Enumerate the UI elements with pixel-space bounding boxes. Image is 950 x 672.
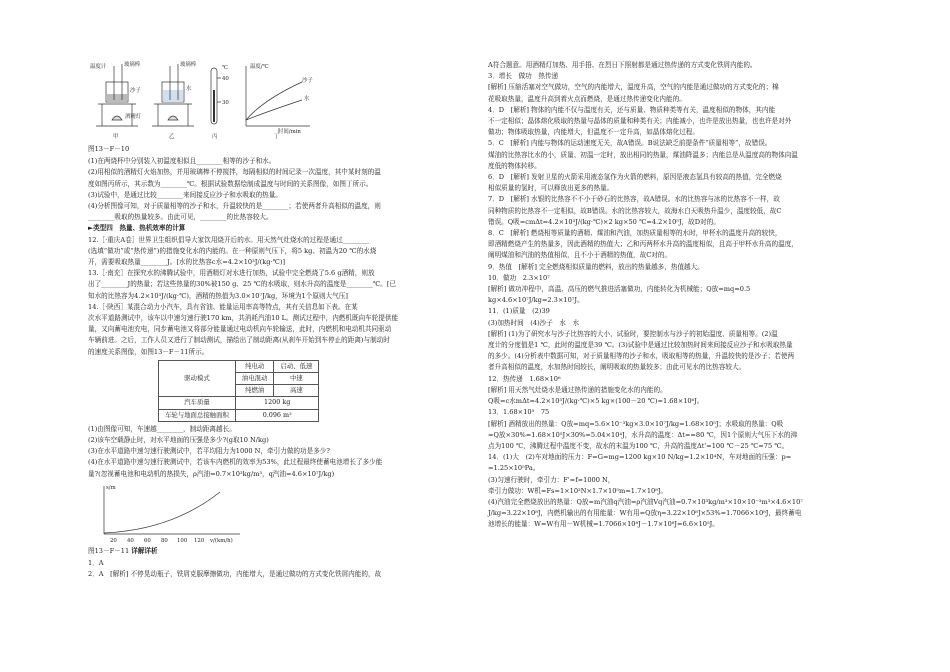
table-cell: 高速 <box>274 385 319 397</box>
graph-xlabel: 时间/min <box>278 129 301 135</box>
q14-sub-4a: (4)在水平道路中速匀速行驶测试中，若该车内燃机的效率为53%，此过程最终使蓄电池增长了多少能 <box>88 458 383 467</box>
table-cell: 车轮与地面总接触面积 <box>159 409 236 421</box>
x-tick: 40 <box>127 537 134 544</box>
answer-line: 者升高相似的温度，水加热时间较长，阐明吸取的热量较多；由此可见水的比热容较大。 <box>488 363 746 372</box>
experiment-figure <box>88 60 466 142</box>
answer-line: 点为100 ℃，沸腾过程中温度不变，故水的末温为100 ℃，升高的温度Δt'=100 ℃－25 ℃=75 ℃。 <box>488 441 789 450</box>
braking-graph-drawing <box>92 482 252 544</box>
q14-line-1: 14.［·陕西］某混合动力小汽车，具有省油、能量运用率高等特点，其有关信息如下表。在某 <box>88 302 358 311</box>
q11-line-2: (2)用相似的酒精灯火焰加热，并用玻璃棒不停搅拌，每隔相似的时间记录一次温度，其中某时刻的温 <box>88 168 381 177</box>
answer-line: kg×4.6×10⁷J/kg=2.3×10⁷J。 <box>488 296 584 305</box>
apparatus-yi <box>152 64 194 126</box>
answer-line: Q吸=c水mΔt=4.2×10³J/(kg·℃)×5 kg×(100－20 ℃)=1.68×10⁶J。 <box>488 397 704 406</box>
answer-line: =1.25×10⁵Pa。 <box>488 464 540 473</box>
q13-line-3: 知水的比热容为4.2×10³J/(kg·℃)，酒精的热值为3.0×10⁷J/kg，环境为1个原则大气压] <box>88 291 348 300</box>
answer-line: 13．1.68×10⁵ 75 <box>488 408 550 417</box>
x-tick: 80 <box>161 537 168 544</box>
answer-line: 阐明煤油和汽油的热值相似，且不小于酒精的热值，故C对的。 <box>488 251 672 260</box>
q11-line-4: (3)试验中，是通过比较________来间接反应沙子和水吸取的热量。 <box>88 190 282 199</box>
q14-sub-3: (3)在水平道路中速匀速行驶测试中，若平均阻力为1000 N，牵引力做的功是多少? <box>88 447 330 456</box>
answer-2: 2．A [解析] 不停晃动瓶子，铁屑克服摩擦做功，内能增大，是通过做功的方式变化铁屑内能的，故 <box>88 570 382 579</box>
graph-ylabel: 温度/℃ <box>250 64 269 70</box>
answer-line: 度计的分度值是1 ℃，此时的温度是39 ℃。(3)试验中是通过比较加热时间来间接反应沙子和水吸取热量 <box>488 341 793 350</box>
table-cell: 驱动模式 <box>159 360 236 397</box>
table-cell: 油电混动 <box>235 373 274 385</box>
graph-x-label: v/(km/h) <box>210 537 233 544</box>
table-cell: 纯燃油 <box>235 385 274 397</box>
answer-line: A符合题意。用酒精灯加热、用手捂、在烈日下照射都是通过热传递的方式变化铁屑内能的。 <box>488 61 757 69</box>
answer-line: [解析] 压缩活塞对空气做功，空气的内能增大，温度升高，空气的内能是通过做功的方式变化的；棉 <box>488 83 779 92</box>
q14-line-4: 车辆前进。之后，工作人员又进行了制动测试，描绘出了制动距离(从刹车开始到车停止的距离)与制动时 <box>88 336 390 345</box>
label-stirrer-yi: 玻璃棒 <box>180 62 197 68</box>
answer-line: 14．(1)大 (2)车对地面的压力：F=G=mg=1200 kg×10 N/kg=1.2×10⁴N，车对地面的压强：p= <box>488 453 792 462</box>
right-column <box>488 60 862 531</box>
answer-line: [解析] (1)为了研究水与沙子比热容的大小，试验时，要控制水与沙子的初始温度、质量相等。(2)温 <box>488 329 778 338</box>
table-cell: 中速 <box>274 373 319 385</box>
answer-line: 池增长的能量：W=W有用－W机械=1.7066×10⁸J－1.7×10⁸J=6.6×10⁵J。 <box>488 520 719 529</box>
answer-line: (3)加热时间 (4)沙子 水 水 <box>488 318 580 327</box>
experiment-figure-drawing <box>88 60 318 142</box>
answer-line: 12．热传递 1.68×10⁶ <box>488 374 561 383</box>
q14-sub-2: (2)该车空载静止时，对水平地面的压强是多少?(g取10 N/kg) <box>88 436 269 445</box>
q11-line-3: 度如图丙所示，其示数为________℃。根据试验数据绘制成温度与时间的关系图像，如图丁所示。 <box>88 179 373 188</box>
answer-line: 8．C [解析] 燃烧相等质量的酒精、煤油和汽油，加热质量相等的水时，甲杯水的温度升高的较快， <box>488 229 782 238</box>
answer-line: 4．D [解析] 物体的内能不仅与温度有关，还与质量、物质种类等有关，温度相似的物体，其内能 <box>488 105 776 114</box>
label-water: 水 <box>186 86 192 92</box>
answer-line: =Q放×30%=1.68×10⁵J×30%=5.04×10⁴J，水升高的温度：Δt==80 ℃，因1个原则大气压下水的沸 <box>488 430 798 439</box>
temperature-graph-ding <box>246 66 310 126</box>
q11-line-1: (1)在两烧杯中分别装入初温度相似且________相等的沙子和水。 <box>88 157 276 166</box>
answer-line: 做功；物体吸取热量，内能增大，但温度不一定升高，如晶体熔化过程。 <box>488 128 699 137</box>
q14-line-2: 次水平道路测试中，该车以中速匀速行驶170 km，共消耗汽油10 L。测试过程中，内燃机既向车轮提供能 <box>88 314 399 323</box>
table-row <box>159 360 319 372</box>
answer-line: 相似质量的氢时，可以释放出更多的热量。 <box>488 184 614 193</box>
q14-line-5: 的速度关系图像，如图13－F－11所示。 <box>88 347 209 356</box>
answers-title: 详解详析 <box>131 546 158 555</box>
x-tick: 120 <box>194 537 205 544</box>
x-tick: 20 <box>110 537 117 544</box>
q13-line-1: 13.［·南充］在探究水的沸腾试验中，用酒精灯对水进行加热，试验中完全燃烧了5.6 g酒精，则放 <box>88 269 375 278</box>
answer-line: 煤油的比热容比水的小，质量、初温一定时，放出相同的热量，煤油降温多；内能总是从温度高的物体向温 <box>488 150 798 159</box>
q14-line-3: 量，又向蓄电池充电，同步蓄电池又将部分能量通过电动机向车轮输送，此时，内燃机和电动机共同驱动 <box>88 325 392 334</box>
answer-line: 的多少。(4)分析表中数据可知，对于质量相等的沙子和水，吸取相等的热量，升温较快的是沙子；若使两 <box>488 352 795 361</box>
q11-line-6: ________吸取的热量较多。由此可见，________的比热容较大。 <box>88 213 273 222</box>
q11-line-5: (4)分析图像可知，对于质量相等的沙子和水，升温较快的是________；若使两者升高相似的温度，则 <box>88 202 381 211</box>
answer-line: 即酒精燃烧产生的热量多，因此酒精的热值大；乙和丙两杯水升高的温度相似，且高于甲杯水升高的温度， <box>488 240 798 249</box>
label-bing: 丙 <box>212 134 218 140</box>
left-column <box>88 60 466 581</box>
graph-y-label: s/m <box>106 484 116 491</box>
answer-line: 11．(1)质量 (2)39 <box>488 307 550 316</box>
table-cell: 纯电动 <box>235 360 274 372</box>
graph-sand: 沙子 <box>302 78 313 84</box>
answer-line: 7．D [解析] 水银的比热容不不小于砂石的比热容，故A错误。水的比热容与冰的比热容不一样，故 <box>488 195 780 204</box>
answer-line: 不一定相似；晶体熔化吸取的热量与晶体的质量和种类有关；内能减小，也许是放出热量，也也许是对外 <box>488 117 792 126</box>
answer-line: (3)匀速行驶时，牵引力：F'=f=1000 N， <box>488 475 615 484</box>
label-celsius: ℃ <box>222 65 229 71</box>
label-thermometer-jia: 温度计 <box>90 64 107 70</box>
table-cell: 启动、低速 <box>274 360 319 372</box>
label-jia: 甲 <box>113 134 119 140</box>
figure-caption-bottom <box>88 546 466 557</box>
answer-line: 错误。Q吸=cmΔt=4.2×10³J/(kg·℃)×2 kg×50 ℃=4.2×10⁵J，故D对的。 <box>488 217 720 226</box>
answer-line: 同种物质的比热容不一定相似，故B错误。水的比热容较大，故海水白天吸热升温少，温度较低，故C <box>488 206 782 215</box>
answer-1: 1．A <box>88 559 104 568</box>
answer-line: 3．增长 做功 热传递 <box>488 72 559 81</box>
table-row <box>159 409 319 421</box>
answer-line: 牵引力做功：W机=Fs=1×10³N×1.7×10⁵m=1.7×10⁸J。 <box>488 486 668 495</box>
table-cell: 0.096 m² <box>235 409 319 421</box>
x-tick: 60 <box>144 537 151 544</box>
table-cell: 1200 kg <box>235 397 319 409</box>
thermometer-bing <box>211 68 221 124</box>
tick-30: 30 <box>222 100 229 106</box>
answer-line: [解析] 酒精放出的热量：Q放=mq=5.6×10⁻³kg×3.0×10⁷J/kg=1.68×10⁵J；水吸取的热量：Q吸 <box>488 419 784 428</box>
answer-line: [解析] 用天然气灶烧水是通过热传递的措施变化水的内能的。 <box>488 385 667 394</box>
q12-line-3: 开，需要吸取热量________J。[水的比热容c水=4.2×10³J/(kg·℃)] <box>88 258 286 267</box>
x-tick: 100 <box>177 537 188 544</box>
label-stirrer-jia: 玻璃棒 <box>124 62 141 68</box>
answer-line: [解析] 做功冲程中，高温、高压的燃气推进活塞做功，内能转化为机械能；Q放=mq=0.5 <box>488 285 751 294</box>
braking-distance-graph <box>92 482 466 544</box>
car-info-table <box>158 360 319 422</box>
q13-line-2: 出了________J的热量；若这些热量的30%被150 g、25 ℃的水吸取，则水升高的温度是________℃。[已 <box>88 280 396 289</box>
caption-bottom-text: 图13－F－11 <box>88 546 130 555</box>
q14-sub-4b: 量?(忽视蓄电池和电动机的热损失，ρ汽油=0.7×10³kg/m³，q汽油=4.6×10⁷J/kg) <box>88 469 335 478</box>
q14-sub-1: (1)由图像可知，车速越________，制动距离越长。 <box>88 424 236 433</box>
table-row <box>159 397 319 409</box>
answer-line: J/kg=3.22×10⁸J，内燃机输出的有用能量：W有用=Q放η=3.22×10⁸J×53%=1.7066×10⁸J，最终蓄电 <box>488 509 802 518</box>
answer-line: 花吸取热量，温度升高到着火点而燃烧，是通过热传递变化内能的。 <box>488 94 686 103</box>
answer-line: 5．C [解析] 内能与物体的运动速度无关，故A错误。B说法缺乏前提条件“质量相等”，故错误。 <box>488 139 772 148</box>
answer-line: 6．D [解析] 发射卫星的火箭采用液态氢作为火箭的燃料，原因是液态氢具有较高的热值，完全燃烧 <box>488 173 782 182</box>
graph-water: 水 <box>304 96 310 102</box>
answer-line: (4)汽油完全燃烧放出的热量：Q放=m汽油q汽油=ρ汽油Vq汽油=0.7×10³kg/m³×10×10⁻³m³×4.6×10⁷ <box>488 497 803 506</box>
table-cell: 汽车质量 <box>159 397 236 409</box>
q12-line-1: 12.［·重庆A卷］世界卫生组织倡导大家饮用烧开后的水。用天然气灶烧水的过程是通过________ <box>88 235 370 244</box>
label-sand: 沙子 <box>130 88 141 94</box>
tick-40: 40 <box>222 76 229 82</box>
answer-line: 9．热值 [解析] 完全燃烧相似质量的燃料，放出的热量越多，热值越大。 <box>488 262 704 271</box>
label-lamp: 酒精灯 <box>125 114 142 120</box>
answer-line: 10．做功 2.3×10⁷ <box>488 273 550 282</box>
label-yi: 乙 <box>169 134 175 140</box>
q12-line-2: (选填“做功”或“热传递”)的措施变化水的内能的。在一种原则气压下，将5 kg、初温为20 ℃的水烧 <box>88 246 377 255</box>
label-ding: 丁 <box>274 134 280 140</box>
figure-caption-top: 图13－F－10 <box>88 145 130 153</box>
answer-line: 度低的物体转移。 <box>488 161 541 170</box>
section-type4: ►类型四 热量、热机效率的计算 <box>88 224 186 233</box>
